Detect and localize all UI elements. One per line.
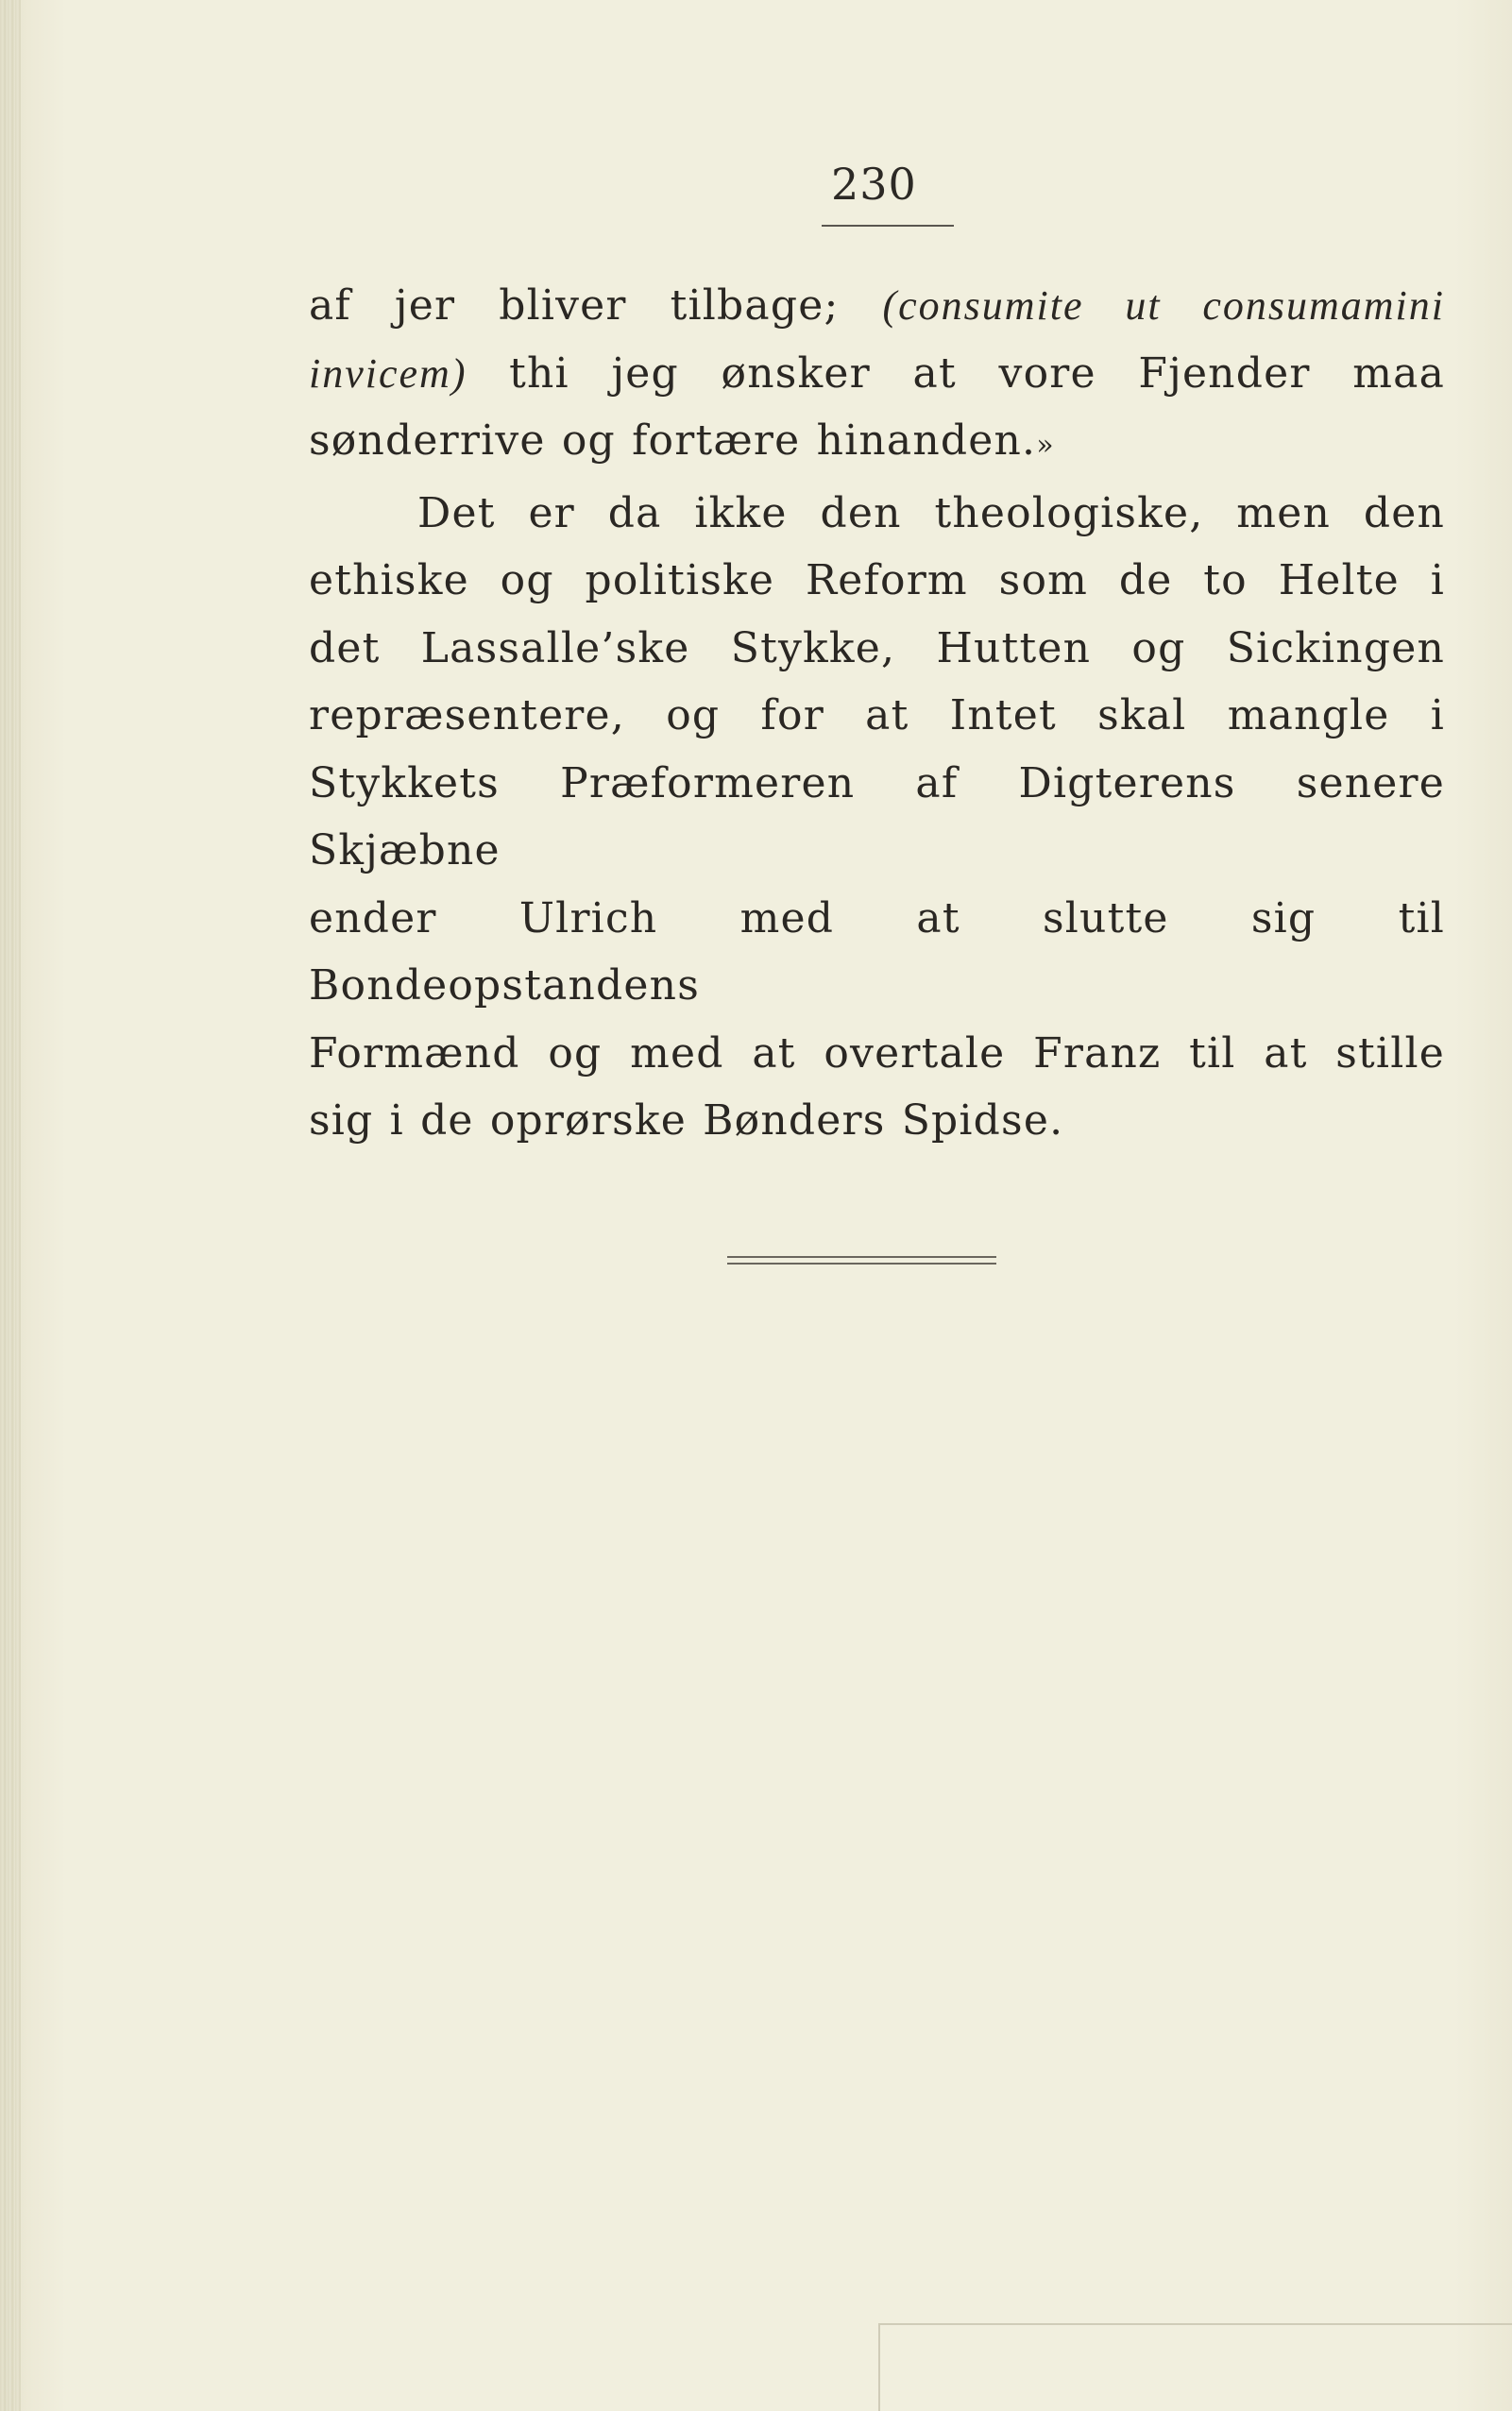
text-segment: ender Ulrich med at slutte sig til Bondeopstandens (309, 893, 1445, 1010)
page-corner-mark-vertical (878, 2323, 880, 2411)
closing-double-rule-bottom (727, 1263, 996, 1265)
page-number-rule (822, 225, 954, 227)
text-segment: af jer bliver tilbage; (309, 281, 883, 330)
text-line (309, 1020, 1445, 1088)
page-number: 230 (831, 159, 917, 210)
text-segment: det Lassalle’ske Stykke, Hutten og Sickingen (309, 623, 1445, 672)
text-segment: Det er da ikke den theologiske, men den (417, 488, 1445, 537)
text-segment: repræsentere, og for at Intet skal mangle i (309, 691, 1445, 739)
text-segment: Stykkets Præformeren af Digterens senere Skjæbne (309, 758, 1445, 874)
text-segment: sønderrive og fortære hinanden. (309, 416, 1037, 465)
page-corner-mark (878, 2323, 1512, 2325)
text-line (309, 480, 1445, 548)
text-segment: ethiske og politiske Reform som de to Helte i (309, 556, 1445, 604)
latin-phrase: invicem) (309, 349, 467, 397)
body-text (309, 272, 1445, 1155)
text-segment: Formænd og med at overtale Franz til at stille (309, 1028, 1445, 1078)
closing-double-rule-top (727, 1256, 996, 1258)
text-line (309, 272, 1445, 340)
text-segment: sig i de oprørske Bønders Spidse. (309, 1096, 1064, 1145)
text-line (309, 340, 1445, 408)
text-segment: » (1036, 429, 1055, 462)
text-segment: thi jeg ønsker at vore Fjender maa (467, 348, 1445, 398)
text-line (309, 1087, 1445, 1155)
text-line (309, 682, 1445, 750)
text-line (309, 750, 1445, 885)
page-binding-edge (0, 0, 21, 2411)
text-line (309, 407, 1445, 480)
text-line (309, 885, 1445, 1020)
latin-phrase: (consumite ut consumamini (882, 282, 1445, 329)
text-line (309, 615, 1445, 683)
text-line (309, 547, 1445, 615)
